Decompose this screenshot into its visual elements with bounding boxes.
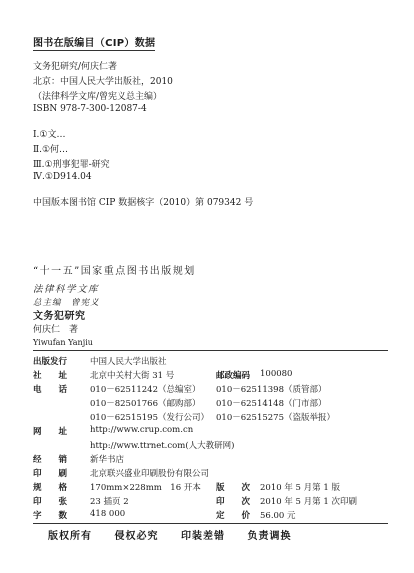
- table-row: [33, 411, 388, 423]
- cip-subject: Ⅰ.①文…: [33, 130, 66, 140]
- row-value: 北京中关村大街 31 号: [90, 371, 175, 381]
- row-label: 网 址: [33, 427, 68, 437]
- table-row: [33, 383, 388, 395]
- row-value: 北京联兴盛业印刷股份有限公司: [90, 469, 210, 479]
- rights-notice: [48, 527, 309, 542]
- row-label-2: 定 价: [216, 511, 251, 521]
- rights-text: 负责调换: [247, 531, 292, 542]
- cip-subject: Ⅱ.①何…: [33, 145, 69, 155]
- row-label: 字 数: [33, 511, 68, 521]
- row-label: 印 刷: [33, 469, 68, 479]
- row-value: 010－82501766（邮购部）: [90, 399, 201, 409]
- cip-number: 中国版本图书馆 CIP 数据核字（2010）第 079342 号: [33, 198, 254, 208]
- table-row: [33, 355, 388, 367]
- rights-text: 版权所有: [48, 531, 92, 542]
- book-pinyin: Yiwufan Yanjiu: [33, 338, 93, 347]
- row-value-2: 010－62515275（盗版举报）: [216, 413, 335, 423]
- row-label: 规 格: [33, 483, 68, 493]
- chief-editor: 总主编 曾宪义: [33, 298, 100, 308]
- cip-subject: Ⅳ.①D914.04: [33, 172, 92, 182]
- table-row: [33, 369, 388, 381]
- row-label: 经 销: [33, 455, 68, 465]
- cip-divider: [33, 50, 155, 51]
- row-label: 电 话: [33, 385, 68, 395]
- website-link: http://www.crup.com.cn: [90, 425, 194, 435]
- row-value-2: 010－62514148（门市部）: [216, 399, 327, 409]
- row-value-2: 2010 年 5 月第 1 版: [260, 483, 340, 493]
- publication-plan: “十一五”国家重点图书出版规划: [33, 266, 196, 277]
- row-value: 010－62515195（发行公司）: [90, 413, 209, 423]
- cip-line: 文务犯研究/何庆仁著: [33, 62, 118, 72]
- table-row: [33, 481, 388, 493]
- row-value-2: 010－62511398（质管部）: [216, 385, 327, 395]
- row-value: 010－62511242（总编室）: [90, 385, 201, 395]
- rights-text: 印装差错: [180, 531, 225, 542]
- row-label-2: 邮政编码: [216, 371, 251, 381]
- table-row: [33, 425, 388, 437]
- row-label: 印 张: [33, 497, 68, 507]
- publisher-bottom-rule: [33, 523, 388, 524]
- book-title: 文务犯研究: [33, 311, 86, 322]
- row-value: 418 000: [90, 509, 126, 519]
- table-row: [33, 495, 388, 507]
- table-row: [33, 509, 388, 521]
- row-value: 23 插页 2: [90, 497, 129, 507]
- row-value: 170mm×228mm 16 开本: [90, 483, 201, 493]
- publisher-top-rule: [33, 350, 388, 351]
- row-label: 社 址: [33, 371, 68, 381]
- cip-subject: Ⅲ.①刑事犯罪-研究: [33, 160, 110, 170]
- table-row: [33, 467, 388, 479]
- rights-text: 侵权必究: [114, 531, 159, 542]
- book-author: 何庆仁 著: [33, 325, 79, 335]
- cip-line: 北京：中国人民大学出版社，2010: [33, 77, 173, 87]
- row-value-2: 100080: [260, 369, 293, 379]
- row-label-2: 印 次: [216, 497, 251, 507]
- row-label-2: 版 次: [216, 483, 251, 493]
- cip-line: （法律科学文库/曾宪义总主编）: [33, 92, 163, 102]
- cip-heading: 图书在版编目（CIP）数据: [33, 38, 156, 49]
- row-value-2: 56.00 元: [260, 511, 296, 521]
- table-row: [33, 397, 388, 409]
- series-name: 法律科学文库: [33, 284, 100, 295]
- copyright-page: [33, 0, 388, 573]
- row-value-2: 2010 年 5 月第 1 次印刷: [260, 497, 357, 507]
- row-label: 出版发行: [33, 357, 68, 367]
- row-value: 中国人民大学出版社: [90, 357, 167, 367]
- table-row: [33, 439, 388, 451]
- row-value: 新华书店: [90, 455, 125, 465]
- website-link: http://www.ttrnet.com(人大教研网): [90, 441, 235, 451]
- cip-line: ISBN 978-7-300-12087-4: [33, 104, 147, 114]
- table-row: [33, 453, 388, 465]
